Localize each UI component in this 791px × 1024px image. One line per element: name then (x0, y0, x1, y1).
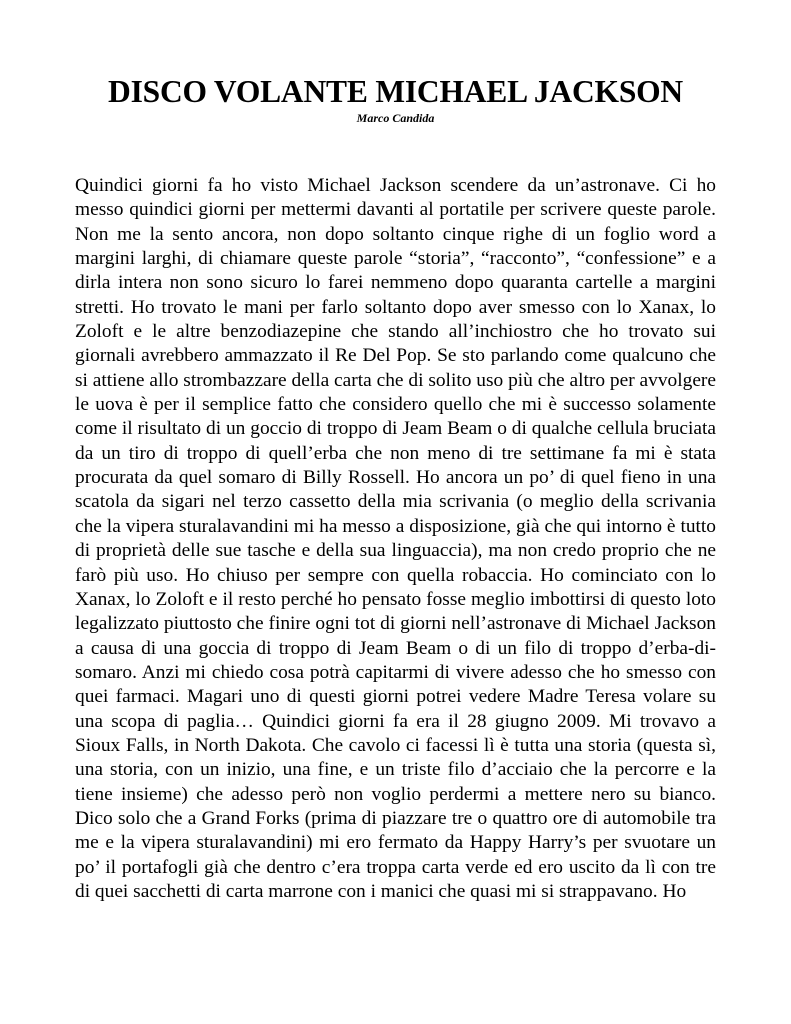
document-author: Marco Candida (356, 111, 435, 125)
body-paragraph: Quindici giorni fa ho visto Michael Jackson scendere da un’astronave. Ci ho messo quindici giorni per mettermi davanti al portatile per scrivere queste parole. Non me la sento ancora, non dopo soltanto cinque righe di un foglio word a margini larghi, di chiamare queste parole “storia”, “racconto”, “confessione” e a dirla intera non sono sicuro lo farei nemmeno dopo quaranta cartelle a margini stretti. Ho trovato le mani per farlo soltanto dopo aver smesso con lo Xanax, lo Zoloft e le altre benzodiazepine che stando all’inchiostro che ho trovato sui giornali avrebbero ammazzato il Re Del Pop. Se sto parlando come qualcuno che si attiene allo strombazzare della carta che di solito uso più che altro per avvolgere le uova è per il semplice fatto che considero quello che mi è successo solamente come il risultato di un goccio di troppo di Jeam Beam o di qualche cellula bruciata da un tiro di troppo di quell’erba che non meno di tre settimane fa mi è stata procurata da quel somaro di Billy Rossell. Ho ancora un po’ di quel fieno in una scatola da sigari nel terzo cassetto della mia scrivania (o meglio della scrivania che la vipera sturalavandini mi ha messo a disposizione, già che qui intorno è tutto di proprietà delle sue tasche e della sua linguaccia), ma non credo proprio che ne farò più uso. Ho chiuso per sempre con quella robaccia. Ho cominciato con lo Xanax, lo Zoloft e il resto perché ho pensato fosse meglio imbottirsi di questo loto legalizzato piuttosto che finire ogni tot di giorni nell’astronave di Michael Jackson a causa di una goccia di troppo di Jeam Beam o di un filo di troppo d’erba-di-somaro. Anzi mi chiedo cosa potrà capitarmi di vivere adesso che ho smesso con quei farmaci. Magari uno di questi giorni potrei vedere Madre Teresa volare su una scopa di paglia… Quindici giorni fa era il 28 giugno 2009. Mi trovavo a Sioux Falls, in North Dakota. Che cavolo ci facessi lì è tutta una storia (questa sì, una storia, con un inizio, una fine, e un triste filo d’acciaio che la percorre e la tiene insieme) che adesso però non voglio perdermi a mettere nero su bianco. Dico solo che a Grand Forks (prima di piazzare tre o quattro ore di automobile tra me e la vipera sturalavandini) mi ero fermato da Happy Harry’s per svuotare un po’ il portafogli già che dentro c’era troppa carta verde ed ero uscito da lì con tre di quei sacchetti di carta marrone con i manici che quasi mi si strappavano. Ho (75, 175, 716, 902)
document-title: DISCO VOLANTE MICHAEL JACKSON (108, 74, 683, 109)
